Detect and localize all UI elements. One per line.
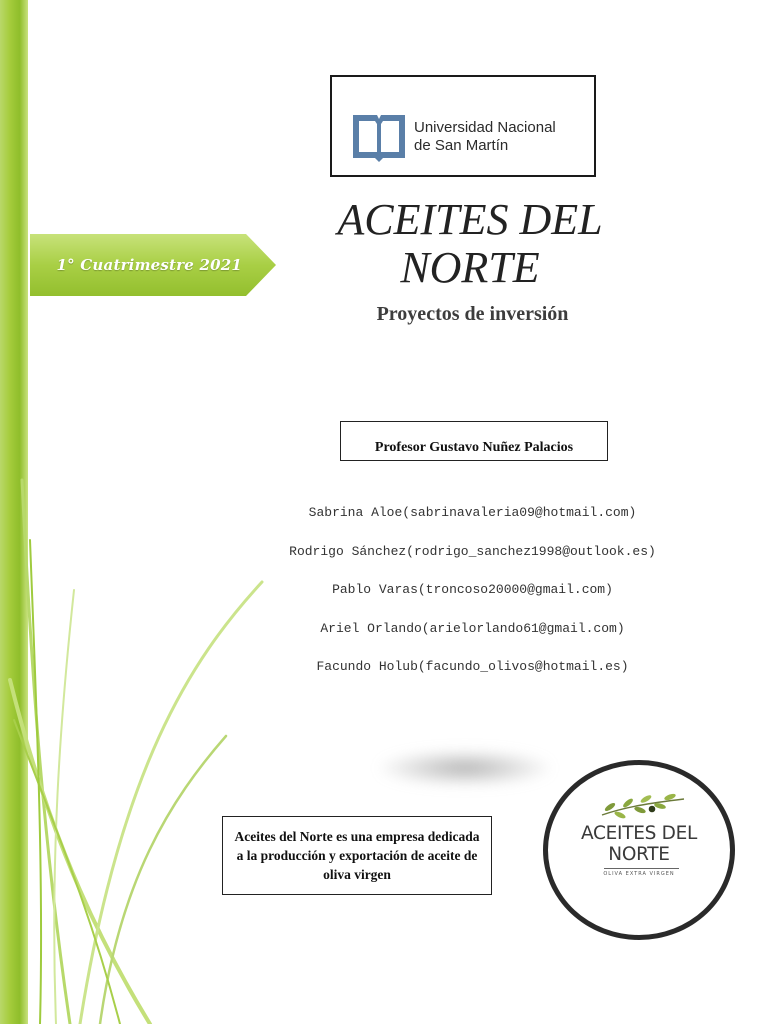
decorative-shadow — [380, 750, 550, 786]
student-entry: Ariel Orlando(arielorlando61@gmail.com) — [320, 620, 625, 636]
student-entry: Rodrigo Sánchez(rodrigo_sanchez1998@outlook.es) — [289, 543, 656, 559]
document-subtitle: Proyectos de inversión — [376, 303, 569, 325]
student-entry: Facundo Holub(facundo_olivos@hotmail.es) — [316, 659, 629, 674]
semester-tab — [30, 234, 276, 296]
student-list — [280, 505, 665, 698]
grass-decoration — [0, 440, 300, 1024]
professor-box — [340, 421, 608, 461]
student-entry: Pablo Varas(troncoso20000@gmail.com) — [332, 582, 613, 597]
document-title: ACEITES DEL NORTE — [337, 195, 603, 292]
brand-name: ACEITES DEL NORTE — [581, 823, 697, 865]
student-entry: Sabrina Aloe(sabrinavaleria09@hotmail.com) — [308, 505, 637, 520]
open-book-icon — [350, 112, 408, 162]
brand-logo — [543, 760, 735, 940]
description-box — [222, 816, 492, 895]
professor-name: Profesor Gustavo Nuñez Palacios — [374, 440, 574, 455]
university-logo — [330, 75, 596, 177]
olive-branch-icon — [600, 793, 686, 821]
brand-divider — [604, 868, 679, 869]
company-description: Aceites del Norte es una empresa dedicada a la producción y exportación de aceite de oliva virgen — [234, 829, 480, 882]
university-name: Universidad Nacional de San Martín — [414, 119, 556, 154]
brand-tagline: OLIVA EXTRA VIRGEN — [603, 871, 675, 877]
semester-label: 1° Cuatrimestre 2021 — [56, 256, 242, 274]
